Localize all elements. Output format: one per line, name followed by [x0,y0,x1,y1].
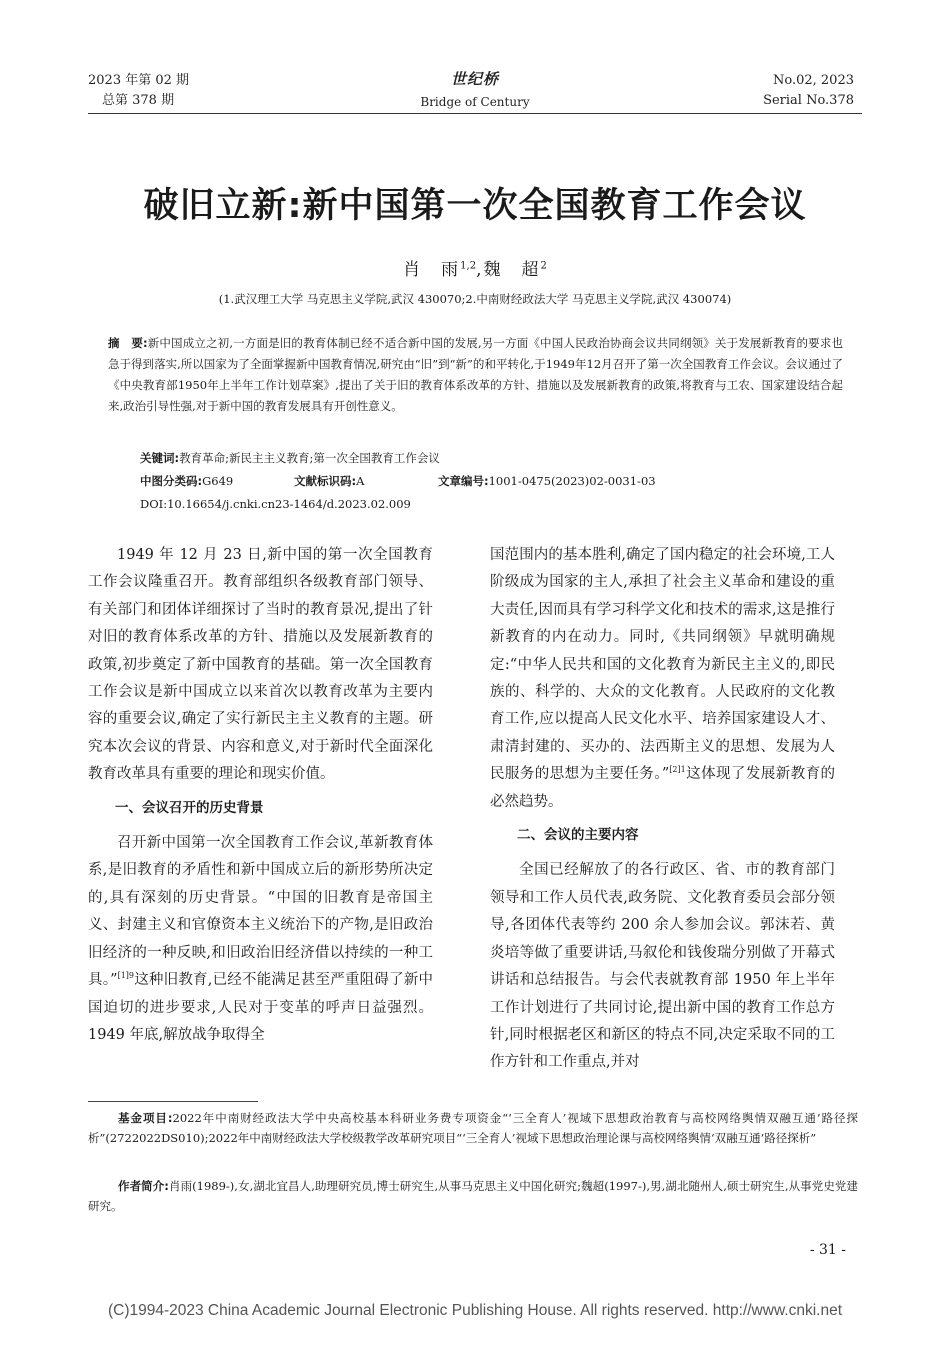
body-text: 召开新中国第一次全国教育工作会议,革新教育体系,是旧教育的矛盾性和新中国成立后的新形势所决定的,具有深刻的历史背景。“中国的旧教育是帝国主义、封建主义和官僚资本主义统治下的产物,是旧政治旧经济的一种反映,和旧政治旧经济借以持续的一种工具。” [88,835,433,989]
author-separator: , [476,260,484,280]
abstract-label: 摘 要: [108,336,148,350]
section-heading: 一、会议召开的历史背景 [115,799,264,816]
footnote-rule [88,1101,258,1102]
journal-name-english: Bridge of Century [420,95,530,109]
right-column [490,542,835,1077]
issue-number: 2023 年第 02 期 [88,73,190,88]
journal-name: 世纪桥 [450,70,499,88]
funding-text: 2022年中南财经政法大学中央高校基本科研业务费专项资金“‘三全育人’视域下思想政治教育与高校网络舆情双融互通’路径探析”(2722022DS010);2022年中南财经政法大学校级教学改革研究项目“‘三全育人’视域下思想政治理论课与高校网络舆情‘双融互通’路径探析” [88,1111,858,1145]
keywords-label: 关键词: [140,451,180,465]
section-heading: 二、会议的主要内容 [517,827,639,844]
citation-ref: [1]9 [117,971,135,981]
author-bio-label: 作者简介: [118,1179,169,1193]
serial-issue: 总第 378 期 [102,93,175,108]
body-text: 国范围内的基本胜利,确定了国内稳定的社会环境,工人阶级成为国家的主人,承担了社会主义革命和建设的重大责任,因而具有学习科学文化和技术的需求,这是推行新教育的内在动力。同时,《共同纲领》早就明确规定:“中华人民共和国的文化教育为新民主主义的,即民族的、科学的、大众的文化教育。人民政府的文化教育工作,应以提高人民文化水平、培养国家建设人才、肃清封建的、买办的、法西斯主义的思想、发展为人民服务的思想为主要任务。” [490,547,835,783]
citation-ref: [2]1 [669,765,686,775]
abstract-text: 新中国成立之初,一方面是旧的教育体制已经不适合新中国的发展,另一方面《中国人民政治协商会议共同纲领》关于发展新教育的要求也急于得到落实,所以国家为了全面掌握新中国教育情况,研究由“旧”到“新”的和平转化,于1949年12月召开了第一次全国教育工作会议。会议通过了《中央教育部1950年上半年工作计划草案》,提出了关于旧的教育体系改革的方针、措施以及发展新教育的政策,将教育与工农、国家建设结合起来,政治引导性强,对于新中国的教育发展具有开创性意义。 [108,336,843,413]
header-rule [88,113,862,114]
classification-line [140,471,860,491]
body-text: 这种旧教育,已经不能满足甚至严重阻碍了新中国迫切的进步要求,人民对于变革的呼声日益强烈。1949 年底,解放战争取得全 [88,972,434,1043]
body-paragraph: 全国已经解放了的各行政区、省、市的教育部门领导和工作人员代表,政务院、文化教育委员会部分领导,各团体代表等约 200 余人参加会议。郭沫若、黄炎培等做了重要讲话,马叙伦和钱俊瑞分别做了开幕式讲话和总结报告。与会代表就教育部 1950 年上半年工作计划进行了共同讨论,提出新中国的教育工作总方针,同时根据老区和新区的特点不同,决定采取不同的工作方针和工作重点,并对 [490,862,835,1071]
keywords-text: 教育革命;新民主主义教育;第一次全国教育工作会议 [179,451,440,465]
copyright-notice: (C)1994-2023 China Academic Journal Electronic Publishing House. All rights reserved. http://www.cnki.net [107,1302,843,1319]
doi: DOI:10.16654/j.cnki.cn23-1464/d.2023.02.009 [140,497,411,511]
clc-label: 中图分类码: [140,474,203,488]
article-title: 破旧立新:新中国第一次全国教育工作会议 [143,186,807,226]
article-number: 1001-0475(2023)02-0031-03 [488,474,656,488]
clc-code: G649 [202,474,234,488]
issue-number-english: No.02, 2023 [773,73,854,88]
keywords [140,448,440,468]
body-paragraph [88,830,433,1049]
author-affiliation-mark: 1,2 [460,260,477,272]
body-paragraph [490,542,835,816]
affiliations: (1.武汉理工大学 马克思主义学院,武汉 430070;2.中南财经政法大学 马克思主义学院,武汉 430074) [218,292,732,306]
left-column [88,542,433,1049]
author-affiliation-mark: 2 [540,260,547,272]
author-name: 魏 超 [483,260,541,280]
document-code-label: 文献标识码: [294,474,357,488]
funding-note [88,1108,858,1148]
document-code: A [356,474,365,488]
author-list [0,255,950,280]
abstract [108,333,843,417]
serial-number-english: Serial No.378 [763,93,854,108]
page-number: - 31 - [809,1242,846,1258]
article-number-label: 文章编号: [438,474,489,488]
funding-label: 基金项目: [118,1111,173,1125]
body-text: 这体现了发展新教育的必然趋势。 [490,766,835,810]
body-paragraph: 1949 年 12 月 23 日,新中国的第一次全国教育工作会议隆重召开。教育部组织各级教育部门领导、有关部门和团体详细探讨了当时的教育景况,提出了针对旧的教育体系改革的方针、措施以及发展新教育的政策,初步奠定了新中国教育的基础。第一次全国教育工作会议是新中国成立以来首次以教育改革为主要内容的重要会议,确定了实行新民主主义教育的主题。研究本次会议的背景、内容和意义,对于新时代全面深化教育改革具有重要的理论和现实价值。 [88,547,433,783]
author-bio-text: 肖雨(1989-),女,湖北宜昌人,助理研究员,博士研究生,从事马克思主义中国化研究;魏超(1997-),男,湖北随州人,硕士研究生,从事党史党建研究。 [88,1179,858,1213]
author-name: 肖 雨 [403,260,461,280]
author-bio-note [88,1176,858,1216]
